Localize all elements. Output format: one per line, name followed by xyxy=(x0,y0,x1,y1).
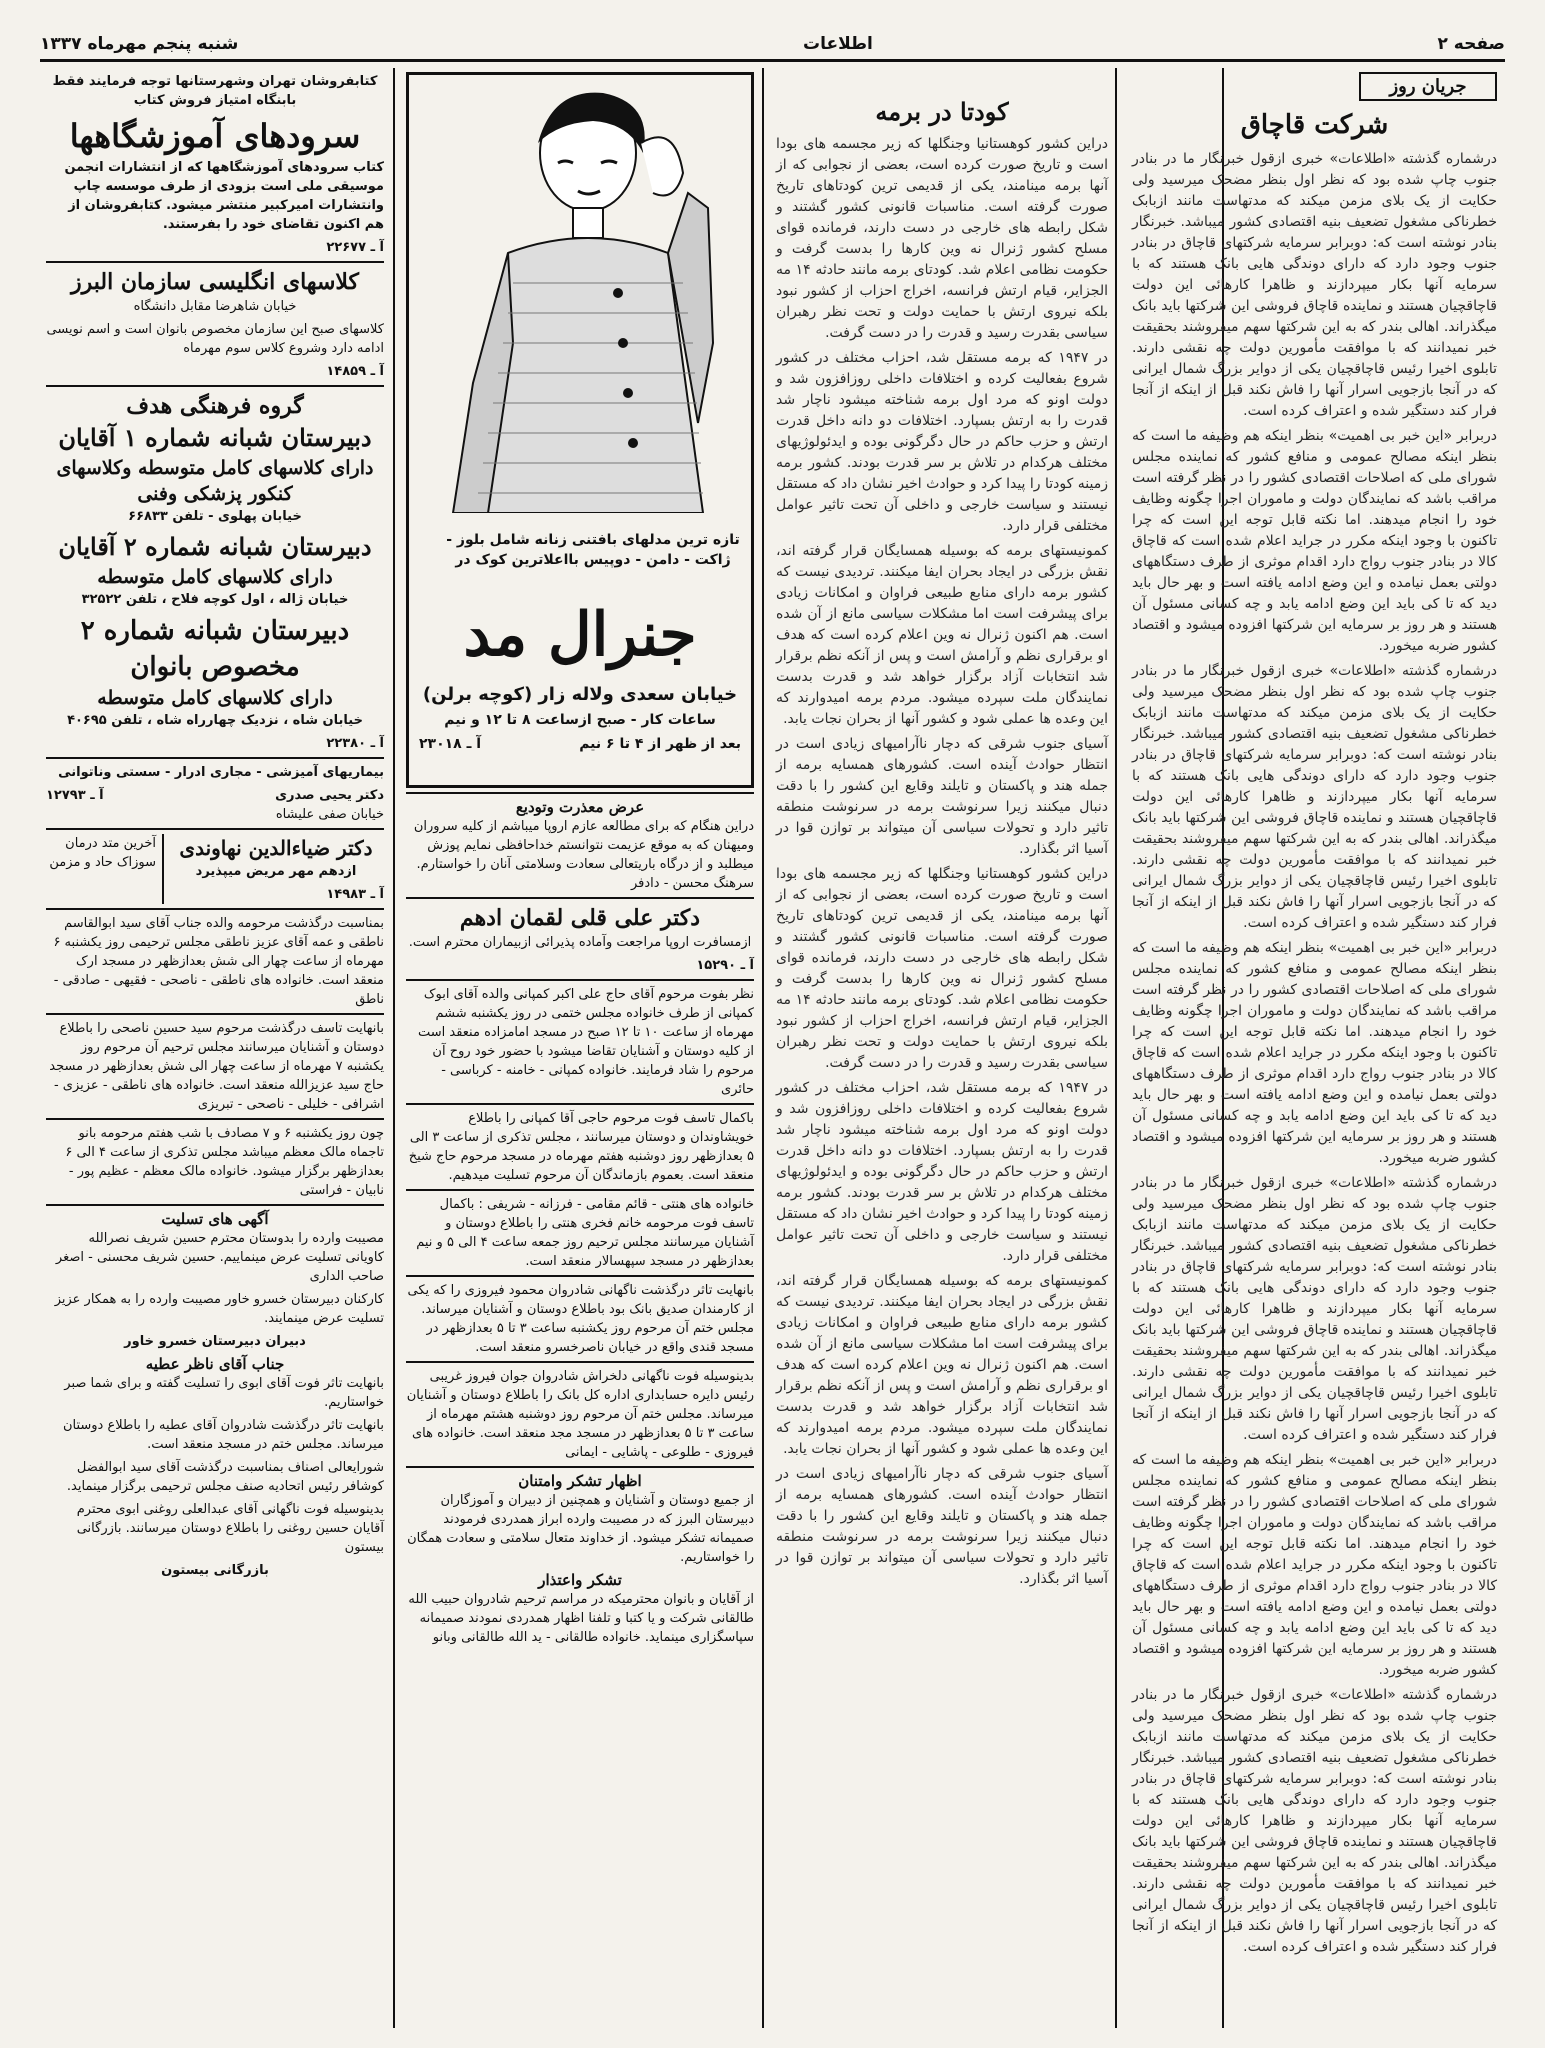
divider xyxy=(406,792,754,794)
page-number: صفحه ۲ xyxy=(1437,33,1505,54)
school-name: دبیرستان شبانه شماره ۲ xyxy=(80,616,350,646)
obituary: بدینوسیله فوت ناگهانی دلخراش شادروان جوان فیروز غریبی رئیس دایره حسابداری اداره کل بانک را باطلاع دوستان و آشنایان میرساند. مجلس ختم آن مرحوم روز دوشنبه هشتم مهرماه از ساعت ۳ تا ۵ بعدازظهر در مسجد مجد منعقد است. خانواده های فیروزی - طلوعی - پاشایی - ایمانی xyxy=(406,1369,754,1460)
obituary: شورایعالی اصناف بمناسبت درگذشت آقای سید ابوالفضل کوشافر رئیس اتحادیه صنف مجلس ترحیمی برگزار مینماید. xyxy=(66,1460,384,1494)
article-paragraph: کمونیستهای برمه که بوسیله همسایگان قرار گرفته اند، نقش بزرگی در ایجاد بحران ایفا میکنند. تردیدی نیست که کشور برمه دارای منابع طبیعی فراوان و امکانات زیادی برای پیشرفت است اما مشکلات سیاسی مانع از آن شده است. هم اکنون ژنرال نه وین اعلام کرده است که هدف او برقراری نظم و آرامش است و پس از آنکه نظم برقرار شد انتخابات آزاد برگزار خواهد شد و قدرت بدست نمایندگان ملت سپرده میشود. مردم برمه امیدوارند که این وعده ها عملی شود و کشور آنها از بحران نجات یابد. xyxy=(776,1273,1108,1457)
obituary: بمناسبت درگذشت مرحومه والده جناب آقای سید ابوالقاسم ناطقی و عمه آقای عزیز ناطقی مجلس ترحیمی روز یکشنبه ۶ مهرماه از ساعت چهار الی شش بعدازظهر در مسجد ارک منعقد است. خانواده های ناطقی - ناصحی - فقیهی - صادقی - ناطق xyxy=(53,916,384,1007)
school-address: خیابان شاه ، نزدیک چهارراه شاه ، تلفن ۴۰۶۹۵ xyxy=(67,713,363,728)
notice-text: مصیبت وارده را بدوستان محترم حسین شریف نصرالله کاویانی تسلیت عرض مینماییم. حسین شریف محسنی - اصغر صاحب الداری xyxy=(55,1231,384,1284)
obituary: بانهایت تاثر درگذشت ناگهانی شادروان محمود فیروزی را که یکی از کارمندان صدیق بانک بود باطلاع دوستان و آشنایان میرساند. مجلس ختم آن مرحوم روز یکشنبه ساعت ۳ تا ۵ بعدازظهر در مسجد قندی واقع در خیابان ناصرخسرو منعقد است. xyxy=(407,1283,754,1355)
column-divider xyxy=(762,68,764,2028)
fashion-hours: ساعات کار - صبح ازساعت ۸ تا ۱۲ و نیم xyxy=(444,712,716,728)
school-text: دارای کلاسهای کامل متوسطه xyxy=(97,566,333,588)
school-name: دبیرستان شبانه شماره ۱ آقایان xyxy=(58,423,372,452)
article-paragraph: دربرابر «این خبر بی اهمیت» بنظر اینکه هم وظیفه ما است که بنظر اینکه مصالح عمومی و منافع کشور که نماینده مجلس شورای ملی که اصلاحات اقتصادی کشور را در نظر گرفته است مراقب باشد که نمایندگان دولت و ماموران اجرا چگونه وظایف خود را انجام میدهند. اما نکته قابل توجه این است که چرا تاکنون با وجود اینکه مکرر در جراید اعلام شده است که قاچاق کالا در بنادر جنوب رواج دارد اقدام موثری از طرف دستگاههای دولتی بعمل نیامده و این وضع ادامه یافته است و بهر حال باید دید که تا کی باید این وضع ادامه یابد و چه کسانی مسئول آن هستند و هر روز بر سرمایه این شرکتها افزوده میشود و اقتصاد کشور ضربه میخورد. xyxy=(1132,428,1497,654)
doctor-side-note: آخرین متد درمان سوزاک حاد و مزمن xyxy=(49,836,156,870)
school-address: خیابان ژاله ، اول کوچه فلاح ، تلفن ۳۲۵۲۲ xyxy=(81,592,349,607)
divider xyxy=(46,261,384,263)
school-address: خیابان پهلوی - تلفن ۶۶۸۳۳ xyxy=(128,509,302,524)
article-paragraph: دراین کشور کوهستانیا وجنگلها که زیر مجسمه های بودا است و تاریخ صورت کرده است، بعضی از نجوابی که از آنها برمه مینامند، یکی از قدیمی ترین کودتاهای تاریخ صورت گرفته است. مناسبات قانونی کشور گشتند و شکل رابطه های خارجی در دست دارند، فرمانده قوای مسلح کشور ژنرال نه وین کارها را بدست گرفت و حکومت نظامی اعلام شد. کودتای برمه مانند حادثه ۱۴ مه الجزایر، قیام ارتش فرانسه، اخراج احزاب از کشور نبود بلکه نیروی ارتش با حمایت دولت و تحت نظر رهبران سیاسی بقدرت رسید و قدرت را در دست گرفت. xyxy=(776,136,1108,341)
ad-reference: آ ـ ۲۲۶۷۷ xyxy=(326,240,384,255)
ad-reference: آ ـ ۱۵۲۹۰ xyxy=(696,958,754,973)
column-ads-left xyxy=(40,68,390,2028)
notice-banner: کتابفروشان تهران وشهرستانها توجه فرمایند فقط بابنگاه امتیاز فروش کتاب xyxy=(52,74,378,108)
column-ads-middle xyxy=(400,68,760,2028)
school-text: دارای کلاسهای کامل متوسطه xyxy=(97,687,333,709)
school-text: دارای کلاسهای کامل متوسطه وکلاسهای کنکور پزشکی وفنی xyxy=(56,457,374,505)
divider xyxy=(406,979,754,981)
article-paragraph: دربرابر «این خبر بی اهمیت» بنظر اینکه هم وظیفه ما است که بنظر اینکه مصالح عمومی و منافع کشور که نماینده مجلس شورای ملی که اصلاحات اقتصادی کشور را در نظر گرفته است مراقب باشد که نمایندگان دولت و ماموران اجرا چگونه وظایف خود را انجام میدهند. اما نکته قابل توجه این است که چرا تاکنون با وجود اینکه مکرر در جراید اعلام شده است که قاچاق کالا در بنادر جنوب رواج دارد اقدام موثری از طرف دستگاههای دولتی بعمل نیامده و این وضع ادامه یافته است و بهر حال باید دید که تا کی باید این وضع ادامه یابد و چه کسانی مسئول آن هستند و هر روز بر سرمایه این شرکتها افزوده میشود و اقتصاد کشور ضربه میخورد. xyxy=(1132,940,1497,1166)
notice-title: تشکر واعتذار xyxy=(538,1571,622,1589)
doctor-name: دکتر ضیاءالدین نهاوندی xyxy=(179,836,373,860)
doctor-text: ازدهم مهر مریض میپذیرد xyxy=(195,864,357,879)
page-header xyxy=(40,28,1505,62)
notice-text: از آقایان و بانوان محترمیکه در مراسم ترحیم شادروان حبیب الله طالقانی شرکت و یا کتبا و تلفنا اظهار همدردی نمودند صمیمانه سپاسگزاری مینماید. خانواده طالقانی - ید الله طالقانی وبانو xyxy=(408,1592,754,1645)
notice-text: بانهایت تاثر فوت آقای ابوی را تسلیت گفته و برای شما صبر خواستاریم. xyxy=(64,1376,384,1410)
divider xyxy=(406,1466,754,1468)
article-paragraph: درشماره گذشته «اطلاعات» خبری ازقول خبرنگار ما در بنادر جنوب چاپ شده بود که نظر اول بنظر مضحک میرسید ولی حکایت از یک بلای مزمن میکند که مدتهاست مانند ازبابک خطرناکی مشغول تضعیف بنیه اقتصادی کشور میباشد. خبرنگار بنادر نوشته است که: دوبرابر سرمایه شرکتهای قاچاق در بنادر جنوب وجود دارد که دارای دوندگی هایی بانک هستند که با سرمایه آنها بکار میپردازند و ظاهرا کارهائی این دولت قاچاقچیان هستند و نماینده قاچاق فروشی این شرکتها باید بانک میگذراند. اهالی بندر که به این شرکتها سهم میفروشند بحقیقت خبر نمیدانند که با موافقت مأمورین دولت چه نقشی دارند. تابلوی اخیرا رئیس قاچاقچیان یکی از دوایر بزرگ شمال ایرانی که در آنجا بازجویی اسرار آنها را فاش نکند قبل از اینکه از آنجا فرار کند دستگیر شده و اعتراف کرده است. xyxy=(1132,151,1497,419)
fashion-ad xyxy=(406,72,754,788)
ad-address: خیابان شاهرضا مقابل دانشگاه xyxy=(133,299,297,314)
obituary: بانهایت تاثر درگذشت شادروان آقای عطیه را باطلاع دوستان میرساند. مجلس ختم در مسجد منعقد است. xyxy=(62,1418,384,1452)
notice-title: جناب آقای ناظر عطیه xyxy=(145,1355,285,1373)
doctor-name: دکتر علی قلی لقمان ادهم xyxy=(459,905,701,931)
fashion-brand: جنرال مد xyxy=(463,600,697,670)
notice-text: کارکنان دبیرستان خسرو خاور مصیبت وارده را به همکار عزیز تسلیت عرض مینمایند. xyxy=(54,1292,384,1326)
ad-reference-row xyxy=(46,362,384,381)
article-paragraph: کمونیستهای برمه که بوسیله همسایگان قرار گرفته اند، نقش بزرگی در ایجاد بحران ایفا میکنند. تردیدی نیست که کشور برمه دارای منابع طبیعی فراوان و امکانات زیادی برای پیشرفت است اما مشکلات سیاسی مانع از آن شده است. هم اکنون ژنرال نه وین اعلام کرده است که هدف او برقراری نظم و آرامش است و پس از آنکه نظم برقرار شد انتخابات آزاد برگزار خواهد شد و قدرت بدست نمایندگان ملت سپرده میشود. مردم برمه امیدوارند که این وعده ها عملی شود و کشور آنها از بحران نجات یابد. xyxy=(776,543,1108,727)
doctor-text: ازمسافرت اروپا مراجعت وآماده پذیرائی ازبیماران محترم است. xyxy=(408,935,752,950)
notice-signature: بازرگانی بیستون xyxy=(161,1563,269,1578)
divider xyxy=(46,1013,384,1015)
article-paragraph: آسیای جنوب شرقی که دچار ناآرامیهای زیادی است در انتظار حوادث آینده است. کشورهای همسایه برمه از جمله هند و پاکستان و تایلند وقایع این کشور را با دقت دنبال میکنند زیرا سرنوشت برمه در سرنوشت منطقه تاثیر دارد و تحولات سیاسی آن میتواند بر توازن قوا در آسیا اثر بگذارد. xyxy=(776,736,1108,857)
school-name: دبیرستان شبانه شماره ۲ آقایان xyxy=(58,532,372,561)
notice-title: آگهی های تسلیت xyxy=(161,1210,269,1228)
divider xyxy=(406,1275,754,1277)
notice-title: عرض معذرت وتودیع xyxy=(515,798,645,816)
column-divider xyxy=(393,68,395,2028)
divider xyxy=(46,385,384,387)
doctor-name: دکتر یحیی صدری xyxy=(275,788,384,803)
notice-signature: دبیران دبیرستان خسرو خاور xyxy=(124,1334,306,1349)
article-paragraph: درشماره گذشته «اطلاعات» خبری ازقول خبرنگار ما در بنادر جنوب چاپ شده بود که نظر اول بنظر مضحک میرسید ولی حکایت از یک بلای مزمن میکند که مدتهاست مانند ازبابک خطرناکی مشغول تضعیف بنیه اقتصادی کشور میباشد. خبرنگار بنادر نوشته است که: دوبرابر سرمایه شرکتهای قاچاق در بنادر جنوب وجود دارد که دارای دوندگی هایی بانک هستند که با سرمایه آنها بکار میپردازند و ظاهرا کارهائی این دولت قاچاقچیان هستند و نماینده قاچاق فروشی این شرکتها باید بانک میگذراند. اهالی بندر که به این شرکتها سهم میفروشند بحقیقت خبر نمیدانند که با موافقت مأمورین دولت چه نقشی دارند. تابلوی اخیرا رئیس قاچاقچیان یکی از دوایر بزرگ شمال ایرانی که در آنجا بازجویی اسرار آنها را فاش نکند قبل از اینکه از آنجا فرار کند دستگیر شده و اعتراف کرده است. xyxy=(1132,1175,1497,1443)
divider xyxy=(46,1118,384,1120)
fashion-caption: تازه ترین مدلهای بافتنی زنانه شامل بلوز - ژاکت - دامن - دوپیس بااعلاترین کوک در xyxy=(446,532,740,568)
divider xyxy=(46,908,384,910)
doctor-row xyxy=(46,786,384,805)
obituary: چون روز یکشنبه ۶ و ۷ مصادف با شب هفتم مرحومه بانو تاجماه مالک معظم میباشد مجلس تذکری از ساعت ۴ الی ۶ بعدازظهر برگزار میشود. خانواده مالک معظم - عظیم پور - نابیان - فراستی xyxy=(65,1126,384,1198)
ad-title: سرودهای آموزشگاهها xyxy=(69,117,361,155)
ad-reference: آ ـ ۲۳۰۱۸ xyxy=(419,736,482,752)
issue-date: شنبه پنجم مهرماه ۱۳۳۷ xyxy=(40,33,239,54)
school-subtitle: مخصوص بانوان xyxy=(130,652,300,682)
ad-reference-row xyxy=(46,734,384,753)
column-burma xyxy=(768,68,1116,2028)
divider xyxy=(46,828,384,830)
section-box xyxy=(1359,72,1497,101)
section-title: جریان روز xyxy=(1389,76,1467,97)
divider xyxy=(46,1204,384,1206)
obituary: نظر بفوت مرحوم آقای حاج علی اکبر کمپانی والده آقای ابوک کمپانی از طرف خانواده مجلس ختمی در روز یکشنبه ششم مهرماه از ساعت ۱۰ تا ۱۲ صبح در مسجد امامزاده منعقد است از کلیه دوستان و آشنایان تقاضا میشود با حضور خود روح آن مرحوم را شاد فرمایند. خانواده کمپانی - خامنه - کرباسی - حائری xyxy=(417,987,754,1097)
article-paragraph: دربرابر «این خبر بی اهمیت» بنظر اینکه هم وظیفه ما است که بنظر اینکه مصالح عمومی و منافع کشور که نماینده مجلس شورای ملی که اصلاحات اقتصادی کشور را در نظر گرفته است مراقب باشد که نمایندگان دولت و ماموران اجرا چگونه وظایف خود را انجام میدهند. اما نکته قابل توجه این است که چرا تاکنون با وجود اینکه مکرر در جراید اعلام شده است که قاچاق کالا در بنادر جنوب رواج دارد اقدام موثری از طرف دستگاههای دولتی بعمل نیامده و این وضع ادامه یافته است و بهر حال باید دید که تا کی باید این وضع ادامه یابد و چه کسانی مسئول آن هستند و هر روز بر سرمایه این شرکتها افزوده میشود و اقتصاد کشور ضربه میخورد. xyxy=(1132,1452,1497,1678)
article-paragraph: درشماره گذشته «اطلاعات» خبری ازقول خبرنگار ما در بنادر جنوب چاپ شده بود که نظر اول بنظر مضحک میرسید ولی حکایت از یک بلای مزمن میکند که مدتهاست مانند ازبابک خطرناکی مشغول تضعیف بنیه اقتصادی کشور میباشد. خبرنگار بنادر نوشته است که: دوبرابر سرمایه شرکتهای قاچاق در بنادر جنوب وجود دارد که دارای دوندگی هایی بانک هستند که با سرمایه آنها بکار میپردازند و ظاهرا کارهائی این دولت قاچاقچیان هستند و نماینده قاچاق فروشی این شرکتها باید بانک میگذراند. اهالی بندر که به این شرکتها سهم میفروشند بحقیقت خبر نمیدانند که با موافقت مأمورین دولت چه نقشی دارند. تابلوی اخیرا رئیس قاچاقچیان یکی از دوایر بزرگ شمال ایرانی که در آنجا بازجویی اسرار آنها را فاش نکند قبل از اینکه از آنجا فرار کند دستگیر شده و اعتراف کرده است. xyxy=(1132,663,1497,931)
doctor-ad xyxy=(162,834,384,904)
divider xyxy=(46,757,384,759)
fashion-footer xyxy=(419,735,741,754)
ad-reference: آ ـ ۱۴۹۸۳ xyxy=(326,887,384,902)
doctor-address: خیابان صفی علیشاه xyxy=(275,807,384,822)
divider xyxy=(406,897,754,899)
notice-text: از جمیع دوستان و آشنایان و همچنین از دبیران و آموزگاران دبیرستان البرز که در مصیبت وارده ابراز همدردی فرمودند صمیمانه تشکر میشود. از خداوند متعال سلامتی و سعادت همگان را خواستاریم. xyxy=(407,1493,754,1565)
obituary: خانواده های هنتی - قائم مقامی - فرزانه - شریفی : باکمال تاسف فوت مرحومه خانم فخری هنتی را باطلاع دوستان و آشنایان میرسانند مجلس ترحیم روز جمعه ساعت ۴ الی ۵ و نیم بعدازظهر در مسجد سپهسالار منعقد است. xyxy=(416,1197,754,1269)
divider xyxy=(406,1189,754,1191)
divider xyxy=(406,1103,754,1105)
fashion-illustration xyxy=(413,83,754,513)
notice-text: دراین هنگام که برای مطالعه عازم اروپا میباشم از کلیه سروران ومیهنان که به موقع عزیمت نتوانستم خداحافظی نمایم پوزش میطلبد و از درگاه باریتعالی سعادت وسلامتی آنان را خواستارم. سرهنگ محسن - دادفر xyxy=(413,819,754,891)
doctor-specialty: بیماریهای آمیزشی - مجاری ادرار - سستی وناتوانی xyxy=(58,765,384,780)
article-paragraph: درشماره گذشته «اطلاعات» خبری ازقول خبرنگار ما در بنادر جنوب چاپ شده بود که نظر اول بنظر مضحک میرسید ولی حکایت از یک بلای مزمن میکند که مدتهاست مانند ازبابک خطرناکی مشغول تضعیف بنیه اقتصادی کشور میباشد. خبرنگار بنادر نوشته است که: دوبرابر سرمایه شرکتهای قاچاق در بنادر جنوب وجود دارد که دارای دوندگی هایی بانک هستند که با سرمایه آنها بکار میپردازند و ظاهرا کارهائی این دولت قاچاقچیان هستند و نماینده قاچاق فروشی این شرکتها باید بانک میگذراند. اهالی بندر که به این شرکتها سهم میفروشند بحقیقت خبر نمیدانند که با موافقت مأمورین دولت چه نقشی دارند. تابلوی اخیرا رئیس قاچاقچیان یکی از دوایر بزرگ شمال ایرانی که در آنجا بازجویی اسرار آنها را فاش نکند قبل از اینکه از آنجا فرار کند دستگیر شده و اعتراف کرده است. xyxy=(1132,1687,1497,1955)
ad-reference: آ ـ ۱۴۸۵۹ xyxy=(326,364,384,379)
obituary: باکمال تاسف فوت مرحوم حاجی آقا کمپانی را باطلاع خویشاوندان و دوستان میرسانند ، مجلس تذکری از ساعت ۳ الی ۵ بعدازظهر روز دوشنبه هفتم مهرماه در مسجد مرحوم حاج شیخ منعقد است. بعموم بازماندگان آن مرحوم تسلیت میدهیم. xyxy=(408,1111,754,1183)
doctor-ad-row xyxy=(46,834,384,904)
ad-reference: آ ـ ۱۲۷۹۳ xyxy=(46,788,104,803)
divider xyxy=(406,1361,754,1363)
article-title: شرکت قاچاق xyxy=(1240,110,1389,140)
article-paragraph: آسیای جنوب شرقی که دچار ناآرامیهای زیادی است در انتظار حوادث آینده است. کشورهای همسایه برمه از جمله هند و پاکستان و تایلند وقایع این کشور را با دقت دنبال میکنند زیرا سرنوشت برمه در سرنوشت منطقه تاثیر دارد و تحولات سیاسی آن میتواند بر توازن قوا در آسیا اثر بگذارد. xyxy=(776,1466,1108,1587)
obituary: بدینوسیله فوت ناگهانی آقای عبدالعلی روغنی ابوی محترم آقایان حسین روغنی را باطلاع دوستان میرسانند. بازرگانی بیستون xyxy=(76,1502,384,1555)
ad-text: کتاب سرودهای آموزشگاهها که از انتشارات انجمن موسیقی ملی است بزودی از طرف موسسه چاپ وانتشارات امیرکبیر منتشر میشود. کتابفروشان از هم اکنون تقاضای خود را بفرستند. xyxy=(64,160,384,232)
ad-reference-row xyxy=(168,885,384,904)
ad-title: کلاسهای انگلیسی سازمان البرز xyxy=(71,269,359,295)
article-title: کودتا در برمه xyxy=(875,97,1009,126)
article-paragraph: در ۱۹۴۷ که برمه مستقل شد، احزاب مختلف در کشور شروع بفعالیت کرده و اختلافات داخلی روزافزون شد و دولت اونو که مرد اول برمه شناخته میشود ناچار شد قدرت را به ارتش بسپارد. اختلافات دو دانه داخل قدرت ارتش و حزب حاکم در حال دگرگونی بوده و ایدئولوژیهای مختلف هرکدام در تلاش بر سر قدرت بودند. کشور برمه زمینه کودتا را پیدا کرد و حوادث اخیر نشان داد که مستقل نیستند و سیاست خارجی و داخلی آن تحت تاثیر عوامل مختلفی قرار دارد. xyxy=(776,350,1109,534)
ad-title: گروه فرهنگی هدف xyxy=(126,393,304,419)
ad-reference-row xyxy=(46,238,384,257)
ad-text: کلاسهای صبح این سازمان مخصوص بانوان است و اسم نویسی ادامه دارد وشروع کلاس سوم مهرماه xyxy=(46,322,384,356)
ad-reference: آ ـ ۲۲۳۸۰ xyxy=(326,736,384,751)
fashion-hours-afternoon: بعد از ظهر از ۴ تا ۶ نیم xyxy=(579,736,741,752)
ad-reference-row xyxy=(406,956,754,975)
newspaper-name: اطلاعات xyxy=(803,33,873,54)
article-paragraph: در ۱۹۴۷ که برمه مستقل شد، احزاب مختلف در کشور شروع بفعالیت کرده و اختلافات داخلی روزافزون شد و دولت اونو که مرد اول برمه شناخته میشود ناچار شد قدرت را به ارتش بسپارد. اختلافات دو دانه داخل قدرت ارتش و حزب حاکم در حال دگرگونی بوده و ایدئولوژیهای مختلف هرکدام در تلاش بر سر قدرت بودند. کشور برمه زمینه کودتا را پیدا کرد و حوادث اخیر نشان داد که مستقل نیستند و سیاست خارجی و داخلی آن تحت تاثیر عوامل مختلفی قرار دارد. xyxy=(776,1080,1109,1264)
column-editorial xyxy=(1124,68,1505,2028)
obituary: بانهایت تاسف درگذشت مرحوم سید حسین ناصحی را باطلاع دوستان و آشنایان میرسانند مجلس ترحیم آن مرحوم روز یکشنبه ۷ مهرماه از ساعت چهار الی شش بعدازظهر در مسجد حاج سید عزیزالله منعقد است. خانواده های ناطقی - عزیزی - اشرافی - خلیلی - ناصحی - تبریزی xyxy=(49,1021,384,1112)
notice-title: اظهار تشکر وامتنان xyxy=(518,1472,642,1490)
article-paragraph: دراین کشور کوهستانیا وجنگلها که زیر مجسمه های بودا است و تاریخ صورت کرده است، بعضی از نجوابی که از آنها برمه مینامند، یکی از قدیمی ترین کودتاهای تاریخ صورت گرفته است. مناسبات قانونی کشور گشتند و شکل رابطه های خارجی در دست دارند، فرمانده قوای مسلح کشور ژنرال نه وین کارها را بدست گرفت و حکومت نظامی اعلام شد. کودتای برمه مانند حادثه ۱۴ مه الجزایر، قیام ارتش فرانسه، اخراج احزاب از کشور نبود بلکه نیروی ارتش با حمایت دولت و تحت نظر رهبران سیاسی بقدرت رسید و قدرت را در دست گرفت. xyxy=(776,866,1108,1071)
fashion-address: خیابان سعدی ولاله زار (کوچه برلن) xyxy=(422,684,738,705)
